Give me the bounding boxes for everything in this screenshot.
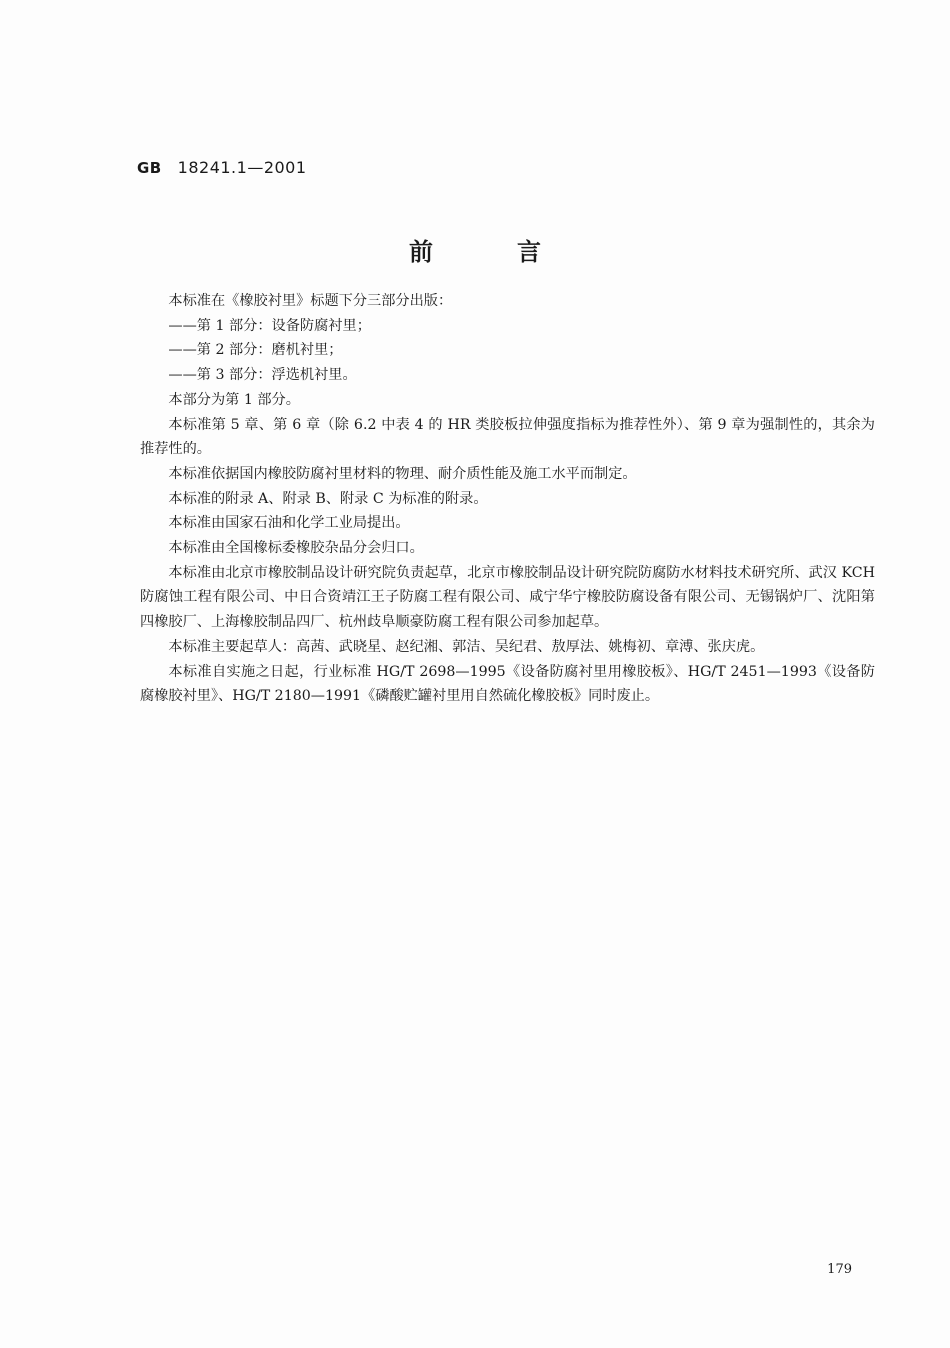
paragraph-basis: 本标准依据国内橡胶防腐衬里材料的物理、耐介质性能及施工水平而制定。 — [168, 465, 637, 482]
standard-prefix: GB — [137, 159, 162, 177]
paragraph-part-note: 本部分为第 1 部分。 — [168, 391, 300, 408]
paragraph-drafters: 本标准主要起草人：高茜、武晓星、赵纪湘、郭洁、吴纪君、敖厚法、姚梅初、章溥、张庆虎。 — [168, 638, 765, 655]
standard-header — [137, 158, 307, 178]
paragraph-mandatory: 本标准第 5 章、第 6 章（除 6.2 中表 4 的 HR 类胶板拉伸强度指标为推荐性外）、第 9 章为强制性的，其余为推荐性的。 — [140, 416, 875, 458]
standard-number: 18241.1—2001 — [177, 158, 307, 177]
page-title: 前言 — [409, 238, 625, 266]
paragraph-drafters-org: 本标准由北京市橡胶制品设计研究院负责起草，北京市橡胶制品设计研究院防腐防水材料技术研究所、武汉 KCH 防腐蚀工程有限公司、中日合资靖江王子防腐工程有限公司、咸宁华宁橡胶防腐设备有限公司、无锡锅炉厂、沈阳第四橡胶厂、上海橡胶制品四厂、杭州歧阜顺豪防腐工程有限公司参加起草。 — [140, 564, 875, 631]
list-item-part-3: ——第 3 部分：浮选机衬里。 — [168, 367, 357, 384]
paragraph-centralized: 本标准由全国橡标委橡胶杂品分会归口。 — [168, 540, 424, 557]
paragraph-proposer: 本标准由国家石油和化学工业局提出。 — [168, 515, 410, 532]
paragraph-supersede: 本标准自实施之日起，行业标准 HG/T 2698—1995《设备防腐衬里用橡胶板》、HG/T 2451—1993《设备防腐橡胶衬里》、HG/T 2180—1991《磷酸贮罐衬里用自然硫化橡胶板》同时废止。 — [140, 663, 875, 705]
paragraph-annexes: 本标准的附录 A、附录 B、附录 C 为标准的附录。 — [168, 490, 488, 507]
foreword-body — [140, 289, 875, 709]
list-item-part-2: ——第 2 部分：磨机衬里； — [168, 342, 343, 359]
paragraph-intro: 本标准在《橡胶衬里》标题下分三部分出版： — [168, 293, 453, 309]
list-item-part-1: ——第 1 部分：设备防腐衬里； — [168, 317, 371, 334]
page-number: 179 — [827, 1262, 852, 1277]
